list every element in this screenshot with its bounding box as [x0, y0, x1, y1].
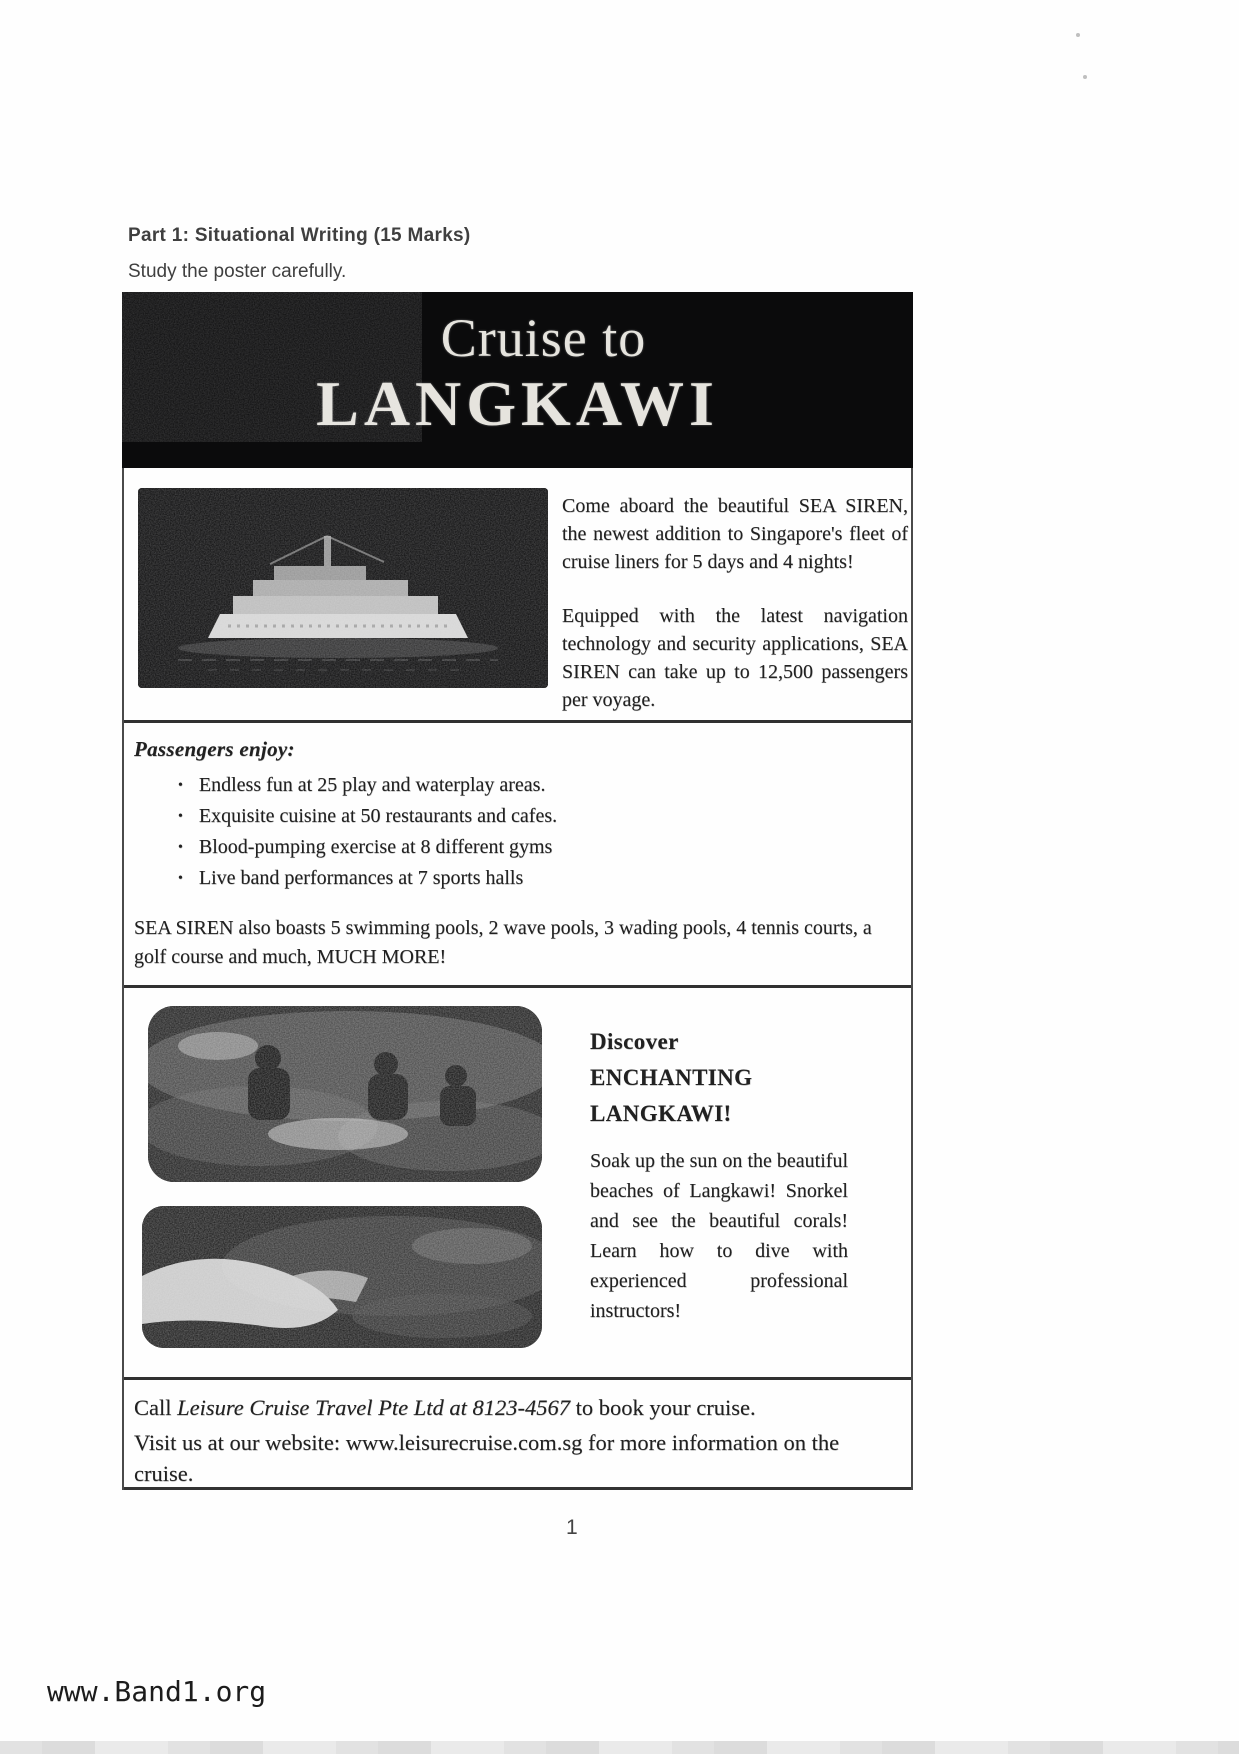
discover-heading-line2: ENCHANTING [590, 1065, 753, 1090]
discover-body-text: Soak up the sun on the beautiful beaches of Langkawi! Snorkel and see the beautiful corals! Learn how to dive with experienced professional instructors! [590, 1150, 848, 1322]
discover-heading-line3: LANGKAWI! [590, 1101, 732, 1126]
cruise-ship-photo [138, 488, 548, 688]
intro-paragraph-1: Come aboard the beautiful SEA SIREN, the newest addition to Singapore's fleet of cruise liners for 5 days and 4 nights! [562, 495, 908, 573]
scan-speck [1076, 33, 1080, 37]
enjoy-bullet-text: Endless fun at 25 play and waterplay areas. [198, 774, 546, 796]
page-number: 1 [566, 1516, 578, 1539]
discover-text-column [590, 1024, 848, 1326]
enjoy-bullet-item [178, 770, 901, 801]
discover-heading [590, 1024, 848, 1132]
cruise-poster [122, 292, 913, 1490]
call-suffix: to book your cruise. [570, 1395, 756, 1420]
part-heading: Part 1: Situational Writing (15 Marks) [128, 225, 471, 246]
poster-title-line1: Cruise to [440, 308, 647, 368]
beach-activities-photo [148, 1006, 542, 1182]
beach-activities-illustration [148, 1006, 542, 1182]
exam-header [128, 218, 471, 290]
intro-paragraph-2: Equipped with the latest navigation technology and security applications, SEA SIREN can take up to 12,500 passengers per voyage. [562, 605, 908, 711]
intro-section [124, 468, 911, 720]
enjoy-bullet-item [178, 832, 901, 863]
snorkeling-photo [142, 1206, 542, 1348]
enjoy-bullet-item [178, 863, 901, 894]
bullet-dot-icon: • [178, 840, 183, 855]
intro-text-column [562, 492, 908, 740]
instruction-text: Study the poster carefully. [128, 261, 347, 282]
discover-langkawi-section [124, 985, 911, 1377]
enjoy-bullet-item [178, 801, 901, 832]
contact-section [124, 1377, 911, 1490]
bullet-dot-icon: • [178, 871, 183, 886]
company-and-phone: Leisure Cruise Travel Pte Ltd at 8123-4567 [177, 1395, 571, 1420]
cruise-ship-illustration [138, 488, 548, 688]
enjoy-bullet-text: Live band performances at 7 sports halls [198, 867, 524, 889]
scan-edge-artifact [0, 1741, 1239, 1754]
scan-speck [1083, 75, 1087, 79]
poster-body [122, 468, 913, 1490]
enjoy-bullet-list [178, 770, 901, 894]
bullet-dot-icon: • [178, 778, 183, 793]
snorkeling-illustration [142, 1206, 542, 1348]
ship-facilities-summary: SEA SIREN also boasts 5 swimming pools, 2 wave pools, 3 wading pools, 4 tennis courts, a golf course and much, MUCH MORE! [134, 917, 872, 968]
discover-heading-line1: Discover [590, 1029, 679, 1054]
watermark-url: www.Band1.org [47, 1675, 267, 1708]
poster-title-line2: LANGKAWI [316, 368, 719, 439]
enjoy-bullet-text: Blood-pumping exercise at 8 different gyms [198, 836, 553, 858]
enjoy-bullet-text: Exquisite cuisine at 50 restaurants and cafes. [198, 805, 558, 827]
passengers-enjoy-section [124, 720, 911, 985]
passengers-enjoy-heading: Passengers enjoy: [134, 737, 295, 761]
booking-line [134, 1392, 899, 1423]
call-prefix: Call [134, 1395, 178, 1420]
poster-title-banner [122, 292, 913, 468]
bullet-dot-icon: • [178, 809, 183, 824]
website-line: Visit us at our website: www.leisurecruise.com.sg for more information on the cruise. [134, 1430, 840, 1486]
